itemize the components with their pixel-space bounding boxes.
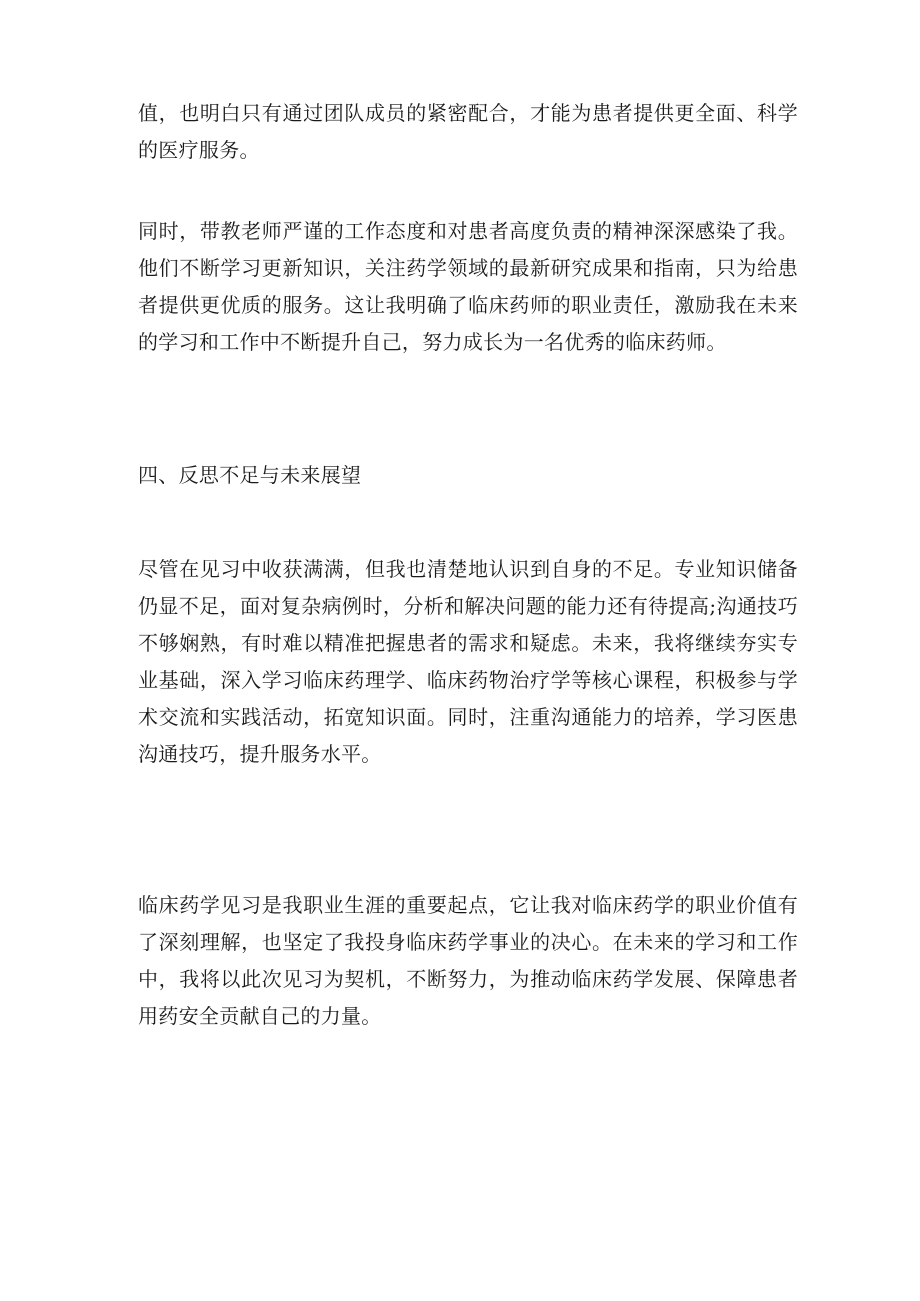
paragraph-teacher-influence: 同时，带教老师严谨的工作态度和对患者高度负责的精神深深感染了我。他们不断学习更新知识，关注药学领域的最新研究成果和指南，只为给患者提供更优质的服务。这让我明确了临床药师的职业责任，激励我在未来的学习和工作中不断提升自己，努力成长为一名优秀的临床药师。 [138,219,798,354]
paragraph-team-cooperation: 值，也明白只有通过团队成员的紧密配合，才能为患者提供更全面、科学的医疗服务。 [138,101,798,162]
paragraph-conclusion: 临床药学见习是我职业生涯的重要起点，它让我对临床药学的职业价值有了深刻理解，也坚定了我投身临床药学事业的决心。在未来的学习和工作中，我将以此次见习为契机，不断努力，为推动临床药学发展、保障患者用药安全贡献自己的力量。 [138,893,798,1028]
section-heading-reflection: 四、反思不足与未来展望 [138,463,362,487]
paragraph-shortcomings: 尽管在见习中收获满满，但我也清楚地认识到自身的不足。专业知识储备仍显不足，面对复杂病例时，分析和解决问题的能力还有待提高;沟通技巧不够娴熟，有时难以精准把握患者的需求和疑虑。未来，我将继续夯实专业基础，深入学习临床药理学、临床药物治疗学等核心课程，积极参与学术交流和实践活动，拓宽知识面。同时，注重沟通能力的培养，学习医患沟通技巧，提升服务水平。 [138,557,798,766]
